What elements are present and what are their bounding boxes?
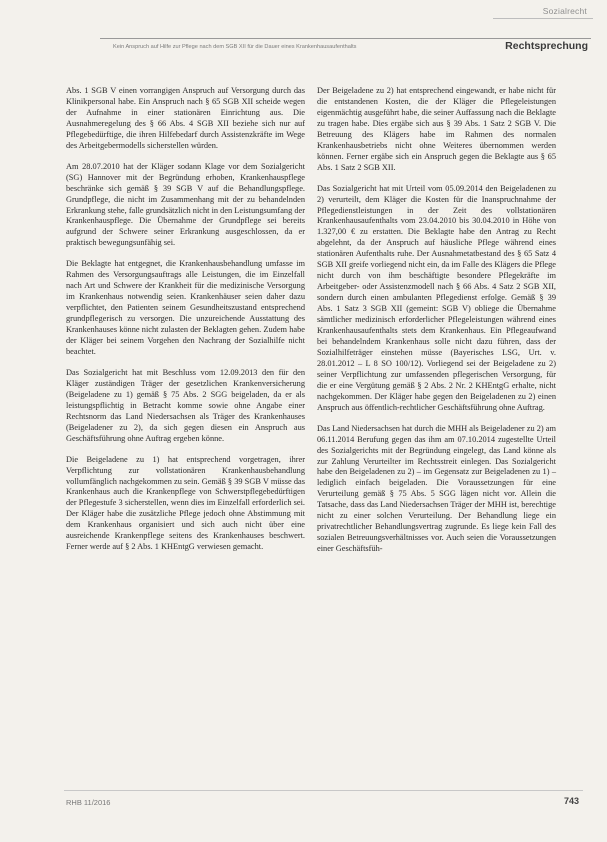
footer-rule bbox=[64, 790, 583, 791]
paragraph: Das Land Niedersachsen hat durch die MHH als Beigeladener zu 2) am 06.11.2014 Berufung gegen das ihm am 07.10.2014 zugestellte Urteil des Sozialgerichts mit der Begründung eingelegt, das Land könne als zur Zahlung Verurteilter im Rechtsstreit einlegen. Das Sozialgericht habe den Beigeladenen zu 2) – im Gegensatz zur Beigeladenen zu 1) – lediglich einfach beigeladen. Die Voraussetzungen für eine Verurteilung gemäß § 75 Abs. 5 SGG lägen nicht vor. Allein die Tatsache, dass das Land Niedersachsen Träger der MHH ist, berechtige nicht zu einer solchen Verurteilung. Der Behandlung liege ein privatrechtlicher Behandlungsvertrag zugrunde. Es liege kein Fall des sozialen Betreuungsverhältnisses vor. Auch seien die Voraussetzungen einer Geschäftsfüh- bbox=[317, 423, 556, 554]
section-title: Rechtsprechung bbox=[505, 40, 588, 52]
paragraph: Die Beklagte hat entgegnet, die Krankenhausbehandlung umfasse im Rahmen des Versorgungsauftrags alle Leistungen, die im Einzelfall nach Art und Schwere der Krankheit für die medizinische Versorgung im Krankenhaus notwendig seien. Krankenhäuser seien daher dazu verpflichtet, den Patienten seinem Gesundheitszustand entsprechend grundpflegerisch zu versorgen. Die unzureichende Ausstattung des Krankenhauses könne nicht zulasten der Beklagten gehen. Zudem habe der Kläger bei seinem Vorgehen den Nachrang der Sozialhilfe nicht beachtet. bbox=[66, 259, 305, 356]
paragraph: Das Sozialgericht hat mit Urteil vom 05.09.2014 den Beigeladenen zu 2) verurteilt, dem Kläger die Kosten für die Inanspruchnahme der Pflegedienstleistungen in der Zeit des vollstationären Krankenhausaufenthalts vom 23.04.2010 bis 30.04.2010 in Höhe von 1.327,00 € zu erstatten. Die Beklagte habe den Antrag zu Recht abgelehnt, da der Anspruch auf häusliche Pflege während eines stationären Aufenthalts ruhe. Der Ausnahmetatbestand des § 65 Satz 4 SGB XII greife vorliegend nicht ein, da im Falle des Klägers die Pflege nicht durch von ihm beschäftigte besondere Pflegekräfte im Arbeitgeber- oder Assistenzmodell nach § 66 Abs. 4 Satz 2 SGB XII, sondern durch einen ambulanten Pflegedienst erfolge. Gemäß § 39 Abs. 1 Satz 3 SGB XII (gemeint: SGB V) obliege die Übernahme sämtlicher medizinisch erforderlicher Pflegeleistungen während eines Krankenhausaufenthalts stets dem Krankenhaus. Ein Pflegeaufwand bei behandelndem Krankenhaus solle nicht dazu führen, dass der Sozialhilfeträger einstehen müsse (Bayerisches LSG, Urt. v. 28.01.2012 – L 8 SO 100/12). Vorliegend sei der Beigeladene zu 2) seiner Verpflichtung zur umfassenden pflegerischen Versorgung, für die er eine Vergütung gemäß § 2 Abs. 2 Nr. 2 KHEntgG erhalte, nicht nachgekommen. Der Kläger habe gegen den Beigeladenen zu 2) einen Anspruch aus öffentlich-rechtlicher Geschäftsführung ohne Auftrag. bbox=[317, 183, 556, 412]
rubric-label: Sozialrecht bbox=[542, 6, 587, 16]
paragraph: Das Sozialgericht hat mit Beschluss vom 12.09.2013 den für den Kläger zuständigen Träger der gesetzlichen Krankenversicherung (Beigeladene zu 1) gemäß § 75 Abs. 2 SGG beigeladen, da er als leistungspflichtig in Betracht komme sowie ohne Angabe einer Rechtsnorm das Land Niedersachsen als Träger des Krankenhauses (Beigeladener zu 2), da sich gegen diesen ein Anspruch aus Geschäftsführung ohne Auftrag ergeben könne. bbox=[66, 367, 305, 443]
right-column bbox=[317, 86, 556, 565]
left-column bbox=[66, 86, 305, 563]
rubric-rule bbox=[493, 18, 593, 19]
paragraph: Am 28.07.2010 hat der Kläger sodann Klage vor dem Sozialgericht (SG) Hannover mit der Begründung erhoben, Krankenhauspflege beschränke sich gemäß § 39 SGB V auf die Behandlungspflege. Grundpflege, die nicht im Zusammenhang mit der zu behandelnden Erkrankung stehe, falle grundsätzlich nicht in den Leistungsumfang der Krankenhauspflege. Die Übernahme der Grundpflege sei bereits aufgrund der Schwere seiner Erkrankung ausgeschlossen, da er praktisch bewegungsunfähig sei. bbox=[66, 161, 305, 248]
journal-issue: RHB 11/2016 bbox=[66, 798, 111, 807]
running-title: Kein Anspruch auf Hilfe zur Pflege nach dem SGB XII für die Dauer eines Krankenhausaufenthalts bbox=[113, 44, 357, 50]
paragraph: Der Beigeladene zu 2) hat entsprechend eingewandt, er habe nicht für die entstandenen Kosten, die der Kläger die Pflegeleistungen eigenmächtig ausgeführt habe, die seiner Auffassung nach die Beklagte zu tragen habe. Dies ergäbe sich aus § 39 Abs. 1 Satz 2 SGB V. Die Betreuung des Klägers habe im Rahmen des normalen Krankenhausbetriebs nicht ohne Weiteres übernommen werden können. Ferner ergäbe sich ein Anspruch gegen die Beklagte aus § 65 Abs. 1 Satz 2 SGB XII. bbox=[317, 86, 556, 172]
paragraph: Abs. 1 SGB V einen vorrangigen Anspruch auf Versorgung durch das Klinikpersonal habe. Ein Anspruch nach § 65 SGB XII scheide wegen der Aufnahme in einer stationären Einrichtung aus. Die Ausnahmeregelung des § 66 Abs. 4 SGB XII beziehe sich nur auf Pflegebedürftige, die ihren Hilfebedarf durch Assistenzkräfte im Wege des Arbeitgebermodells sicherstellen würden. bbox=[66, 86, 305, 150]
paragraph: Die Beigeladene zu 1) hat entsprechend vorgetragen, ihrer Verpflichtung zur vollstationären Krankenhausbehandlung vollumfänglich nachgekommen zu sein. Gemäß § 39 SGB V müsse das Krankenhaus auch die Krankenpflege von Schwerstpflegebedürftigen der Pflegestufe 3 sicherstellen, wenn dies im Einzelfall erforderlich sei. Der Kläger habe die zusätzliche Pflege jedoch ohne Abstimmung mit dem Krankenhaus organisiert und sich auch nicht über eine ausreichende Krankenpflege seitens des Krankenhauses beschwert. Ferner werde auf § 2 Abs. 1 KHEntgG verwiesen gemacht. bbox=[66, 454, 305, 552]
page-number: 743 bbox=[563, 796, 579, 806]
